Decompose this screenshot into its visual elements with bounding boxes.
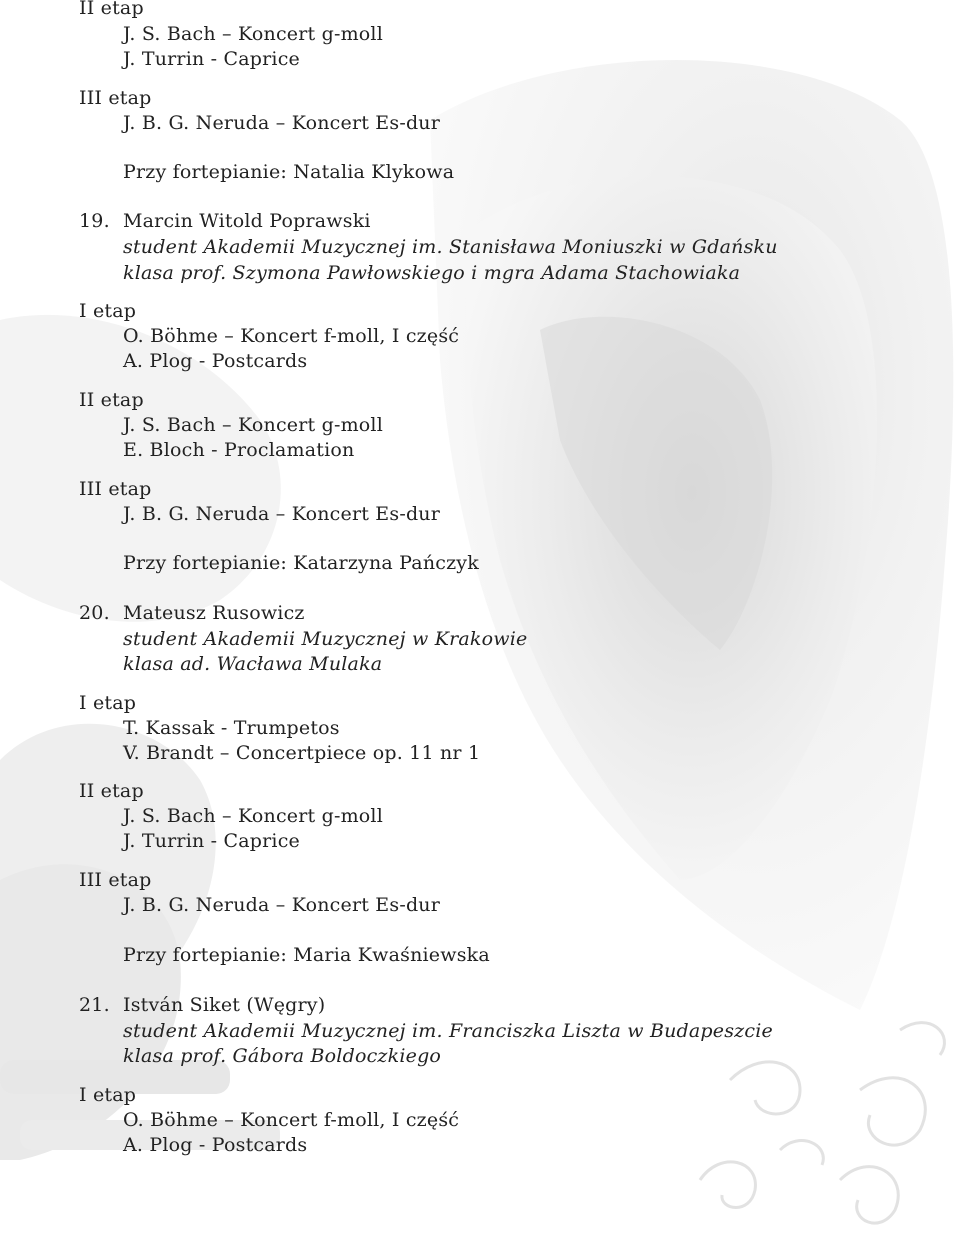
stage-label: II etap (79, 0, 144, 19)
participant-school: student Akademii Muzycznej im. Franciszka Liszta w Budapeszcie (123, 1020, 773, 1042)
repertoire-item: E. Bloch - Proclamation (123, 439, 355, 461)
repertoire-item: O. Böhme – Koncert f-moll, I część (123, 1109, 460, 1131)
repertoire-item: J. B. G. Neruda – Koncert Es-dur (123, 503, 441, 525)
stage-label: II etap (79, 780, 144, 802)
participant-school: student Akademii Muzycznej w Krakowie (123, 628, 528, 650)
participant-school: student Akademii Muzycznej im. Stanisława Moniuszki w Gdańsku (123, 236, 778, 258)
stage-label: I etap (79, 692, 137, 714)
repertoire-item: J. S. Bach – Koncert g-moll (123, 805, 383, 827)
participant-name: Marcin Witold Poprawski (123, 210, 371, 232)
stage-label: III etap (79, 869, 152, 891)
entry-number: 20. (79, 602, 110, 624)
stage-label: I etap (79, 300, 137, 322)
repertoire-item: A. Plog - Postcards (123, 350, 308, 372)
pianist-line: Przy fortepianie: Katarzyna Pańczyk (123, 552, 479, 574)
entry-number: 21. (79, 994, 110, 1016)
repertoire-item: V. Brandt – Concertpiece op. 11 nr 1 (123, 742, 481, 764)
stage-label: III etap (79, 87, 152, 109)
pianist-line: Przy fortepianie: Natalia Klykowa (123, 161, 455, 183)
stage-label: III etap (79, 478, 152, 500)
participant-teacher: klasa prof. Szymona Pawłowskiego i mgra Adama Stachowiaka (123, 262, 741, 284)
stage-label: II etap (79, 389, 144, 411)
repertoire-item: J. B. G. Neruda – Koncert Es-dur (123, 112, 441, 134)
pianist-line: Przy fortepianie: Maria Kwaśniewska (123, 944, 490, 966)
repertoire-item: O. Böhme – Koncert f-moll, I część (123, 325, 460, 347)
repertoire-item: T. Kassak - Trumpetos (123, 717, 340, 739)
repertoire-item: J. Turrin - Caprice (123, 830, 300, 852)
repertoire-item: J. S. Bach – Koncert g-moll (123, 23, 383, 45)
repertoire-item: J. Turrin - Caprice (123, 48, 300, 70)
entry-number: 19. (79, 210, 110, 232)
participant-teacher: klasa prof. Gábora Boldoczkiego (123, 1045, 442, 1067)
stage-label: I etap (79, 1084, 137, 1106)
repertoire-item: A. Plog - Postcards (123, 1134, 308, 1156)
repertoire-item: J. B. G. Neruda – Koncert Es-dur (123, 894, 441, 916)
participant-name: Mateusz Rusowicz (123, 602, 305, 624)
repertoire-item: J. S. Bach – Koncert g-moll (123, 414, 383, 436)
participant-teacher: klasa ad. Wacława Mulaka (123, 653, 383, 675)
participant-name: István Siket (Węgry) (123, 994, 326, 1016)
